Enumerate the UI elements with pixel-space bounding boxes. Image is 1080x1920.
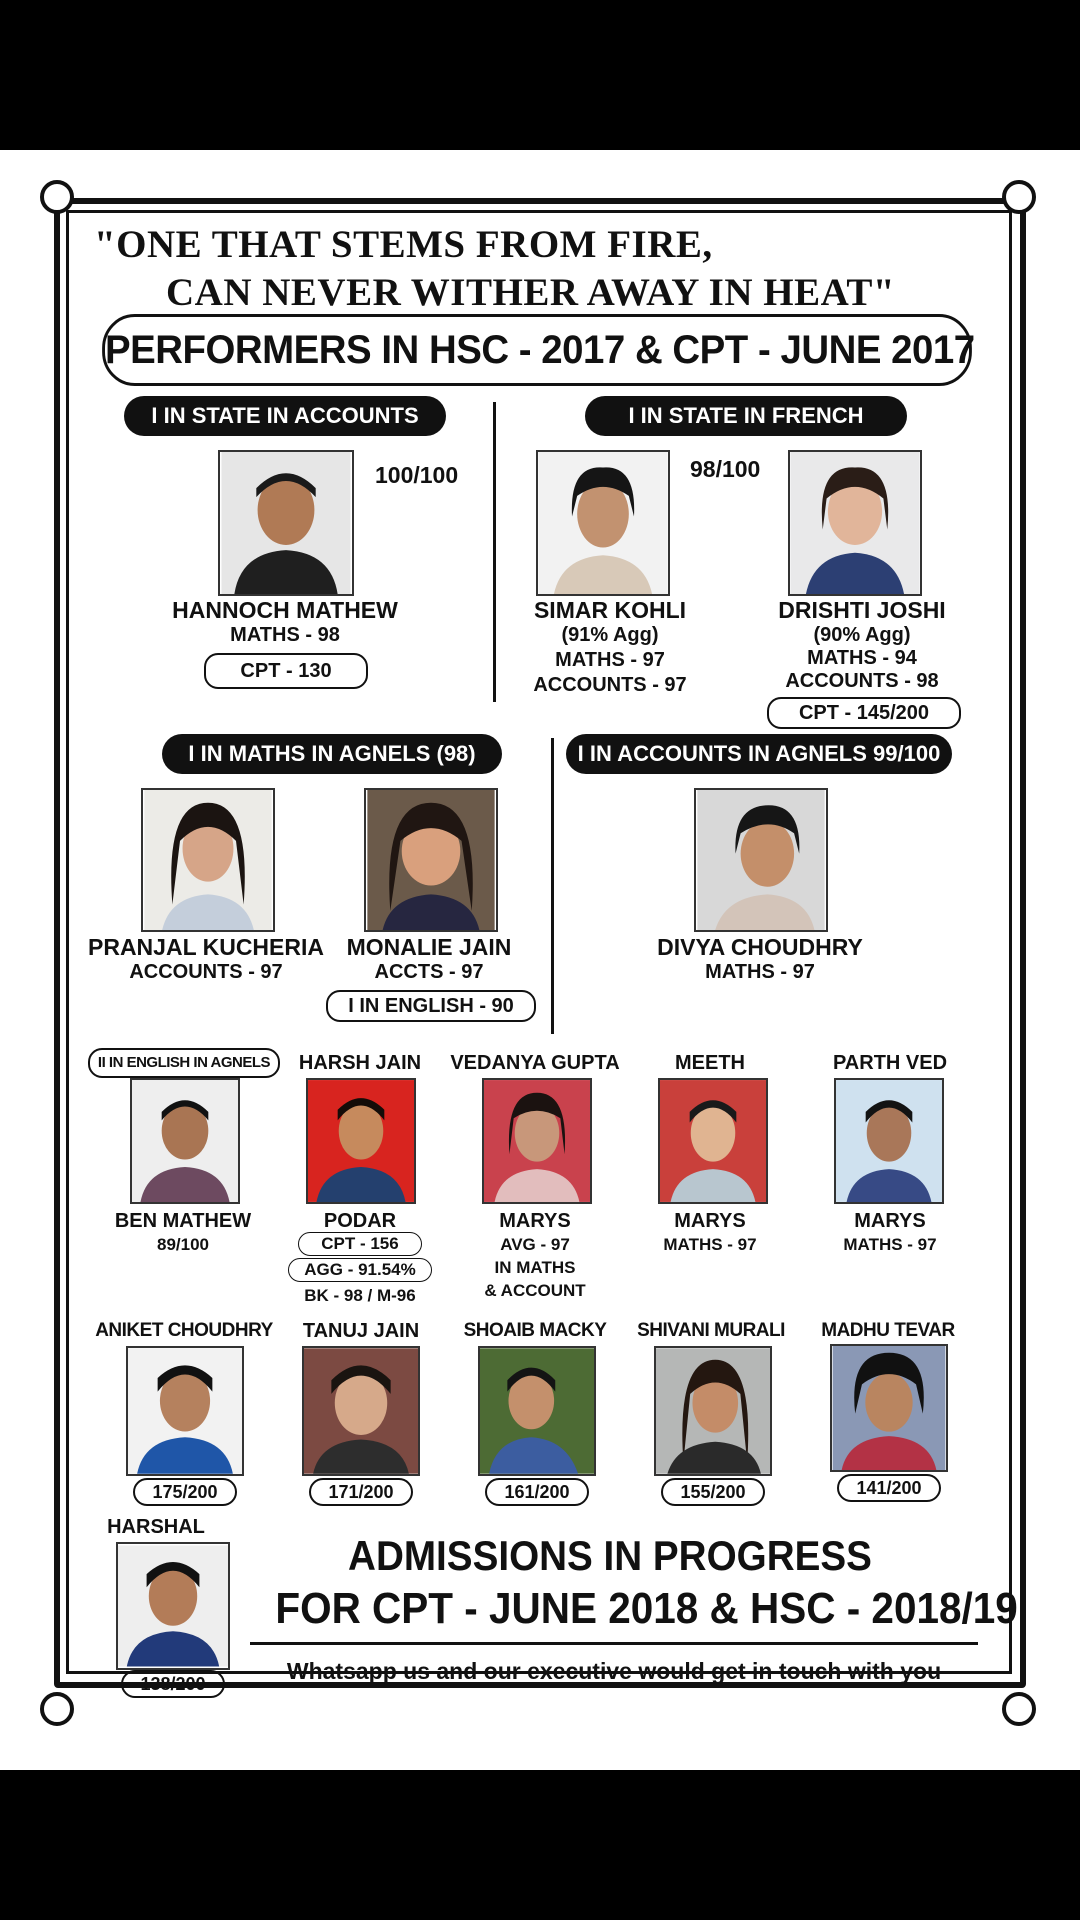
- accounts-score: 100/100: [375, 462, 459, 488]
- divya-maths: MATHS - 97: [705, 961, 815, 983]
- corner-ornament: [1002, 1692, 1036, 1726]
- drishti-cpt: CPT - 145/200: [767, 697, 961, 729]
- harsh-cpt: CPT - 156: [298, 1232, 422, 1256]
- quote-line-1: "ONE THAT STEMS FROM FIRE,: [94, 223, 713, 266]
- section-state-accounts: I IN STATE IN ACCOUNTS: [124, 396, 446, 436]
- drishti-accounts: ACCOUNTS - 98: [785, 670, 939, 692]
- name-meeth-school: MARYS: [674, 1210, 746, 1232]
- vedanya-subject-2: & ACCOUNT: [484, 1281, 586, 1300]
- simar-maths: MATHS - 97: [555, 649, 665, 671]
- name-hannoch: HANNOCH MATHEW: [172, 597, 398, 623]
- section-state-french: I IN STATE IN FRENCH: [585, 396, 907, 436]
- admissions-programs: FOR CPT - JUNE 2018 & HSC - 2018/19: [275, 1584, 1018, 1633]
- name-madhu: MADHU TEVAR: [821, 1320, 955, 1341]
- name-tanuj: TANUJ JAIN: [302, 1320, 420, 1342]
- title-meeth: MEETH: [675, 1052, 745, 1074]
- simar-agg: (91% Agg): [561, 624, 659, 646]
- title-vedanya: VEDANYA GUPTA: [450, 1052, 620, 1074]
- photo-meeth: [658, 1078, 768, 1204]
- meeth-maths: MATHS - 97: [663, 1235, 757, 1254]
- drishti-agg: (90% Agg): [813, 624, 911, 646]
- divider: [493, 402, 496, 702]
- monalie-english: I IN ENGLISH - 90: [326, 990, 536, 1022]
- harsh-agg: AGG - 91.54%: [288, 1258, 432, 1282]
- poster: [0, 150, 1080, 1770]
- shoaib-score: 161/200: [485, 1478, 589, 1506]
- photo-aniket: [126, 1346, 244, 1476]
- whatsapp-note: Whatsapp us and our executive would get in touch with you: [286, 1658, 942, 1684]
- section-maths-agnels: I IN MATHS IN AGNELS (98): [162, 734, 502, 774]
- photo-hannoch: [218, 450, 354, 596]
- harshal-score: 138/200: [121, 1670, 225, 1698]
- admissions-heading: ADMISSIONS IN PROGRESS: [348, 1532, 872, 1579]
- photo-parth: [834, 1078, 944, 1204]
- photo-ben: [130, 1078, 240, 1204]
- corner-ornament: [40, 1692, 74, 1726]
- name-vedanya-school: MARYS: [499, 1210, 571, 1232]
- name-ben: BEN MATHEW: [114, 1210, 252, 1232]
- title-harsh: HARSH JAIN: [298, 1052, 422, 1074]
- photo-drishti: [788, 450, 922, 596]
- name-pranjal: PRANJAL KUCHERIA: [88, 934, 324, 960]
- name-shivani: SHIVANI MURALI: [637, 1320, 785, 1341]
- ben-score: 89/100: [157, 1235, 209, 1254]
- photo-divya: [694, 788, 828, 932]
- name-harsh-school: PODAR: [323, 1210, 397, 1232]
- admissions-rule: [250, 1642, 978, 1645]
- photo-shivani: [654, 1346, 772, 1476]
- photo-harshal: [116, 1542, 230, 1670]
- section-accounts-agnels: I IN ACCOUNTS IN AGNELS 99/100: [566, 734, 952, 774]
- name-harshal: HARSHAL: [107, 1516, 205, 1538]
- corner-ornament: [1002, 180, 1036, 214]
- madhu-score: 141/200: [837, 1474, 941, 1502]
- name-shoaib: SHOAIB MACKY: [463, 1320, 607, 1341]
- divider: [551, 738, 554, 1034]
- drishti-maths: MATHS - 94: [807, 647, 917, 669]
- name-drishti: DRISHTI JOSHI: [778, 597, 946, 623]
- name-simar: SIMAR KOHLI: [533, 597, 687, 623]
- name-aniket: ANIKET CHOUDHRY: [95, 1320, 273, 1341]
- vedanya-subject-1: IN MATHS: [494, 1258, 576, 1277]
- parth-maths: MATHS - 97: [843, 1235, 937, 1254]
- photo-simar: [536, 450, 670, 596]
- photo-vedanya: [482, 1078, 592, 1204]
- vedanya-avg: AVG - 97: [500, 1235, 570, 1254]
- hannoch-maths: MATHS - 98: [230, 624, 340, 646]
- section-english-agnels: II IN ENGLISH IN AGNELS: [88, 1048, 280, 1078]
- name-monalie: MONALIE JAIN: [346, 934, 512, 960]
- name-parth-school: MARYS: [854, 1210, 926, 1232]
- shivani-score: 155/200: [661, 1478, 765, 1506]
- hannoch-cpt: CPT - 130: [204, 653, 368, 689]
- photo-monalie: [364, 788, 498, 932]
- title-parth: PARTH VED: [832, 1052, 948, 1074]
- photo-pranjal: [141, 788, 275, 932]
- photo-harsh: [306, 1078, 416, 1204]
- monalie-accts: ACCTS - 97: [374, 961, 484, 983]
- corner-ornament: [40, 180, 74, 214]
- simar-accounts: ACCOUNTS - 97: [533, 674, 687, 696]
- tanuj-score: 171/200: [309, 1478, 413, 1506]
- performers-banner: PERFORMERS IN HSC - 2017 & CPT - JUNE 2017: [102, 314, 972, 386]
- photo-shoaib: [478, 1346, 596, 1476]
- name-divya: DIVYA CHOUDHRY: [657, 934, 863, 960]
- quote-line-2: CAN NEVER WITHER AWAY IN HEAT": [166, 271, 896, 314]
- pranjal-accounts: ACCOUNTS - 97: [129, 961, 283, 983]
- french-score: 98/100: [690, 456, 761, 482]
- aniket-score: 175/200: [133, 1478, 237, 1506]
- photo-madhu: [830, 1344, 948, 1472]
- photo-tanuj: [302, 1346, 420, 1476]
- harsh-bk: BK - 98 / M-96: [304, 1286, 416, 1305]
